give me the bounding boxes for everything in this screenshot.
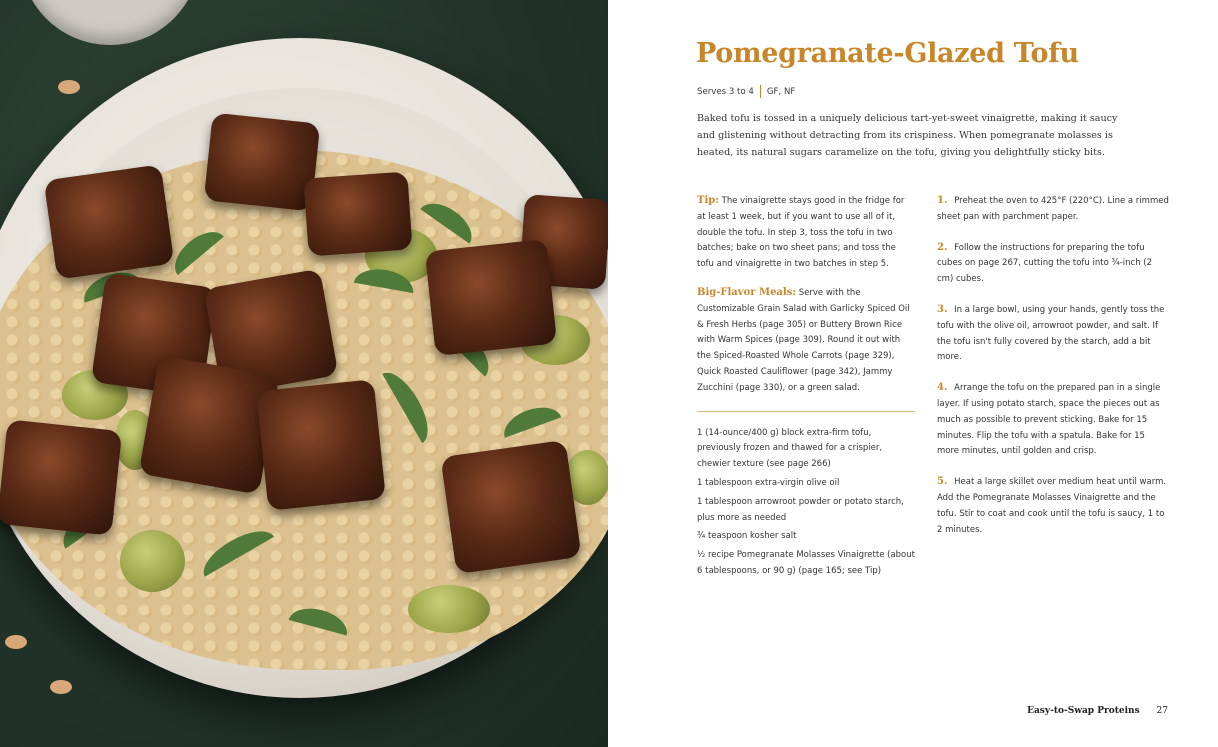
ingredient-item: 1 tablespoon extra-virgin olive oil xyxy=(697,477,840,488)
ingredient-item: ¾ teaspoon kosher salt xyxy=(697,531,797,542)
step-item xyxy=(937,240,1169,288)
ingredient-item: 1 tablespoon arrowroot powder or potato starch, plus more as needed xyxy=(697,496,904,523)
tofu-cube xyxy=(440,440,581,574)
divider xyxy=(697,411,915,412)
step-item xyxy=(937,302,1169,366)
tofu-cube xyxy=(425,239,557,356)
step-number: 4. xyxy=(937,382,948,394)
step-number: 1. xyxy=(937,195,948,206)
step-item xyxy=(937,380,1169,460)
step-text: Arrange the tofu on the prepared pan in a single layer. If using potato starch, space the pieces out as much as possible to prevent sticking. Bake for 15 minutes. Flip the tofu with a spatula. Bake for 15 more minutes, until golden and crisp. xyxy=(937,383,1161,457)
step-number: 5. xyxy=(937,476,948,488)
recipe-page xyxy=(608,0,1218,747)
recipe-photo xyxy=(0,0,608,747)
step-item xyxy=(937,193,1169,226)
olive xyxy=(120,530,185,592)
tofu-cube xyxy=(139,355,280,494)
serves-text: Serves 3 to 4 xyxy=(697,86,754,97)
tofu-cube xyxy=(204,113,321,212)
tofu-cube xyxy=(256,379,386,511)
page-number: 27 xyxy=(1156,706,1168,716)
recipe-title: Pomegranate-Glazed Tofu xyxy=(696,38,1079,69)
ingredient-item: 1 (14-ounce/400 g) block extra-firm tofu, previously frozen and thawed for a crispier, chewier texture (see page 266) xyxy=(697,427,883,470)
big-flavor-text: Serve with the Customizable Grain Salad with Garlicky Spiced Oil & Fresh Herbs (page 305) or Buttery Brown Rice with Warm Spices (page 309). Round it out with the Spiced-Roasted Whole Carrots (page 329), Quick Roasted Cauliflower (page 342), Jammy Zucchini (page 330), or a green salad. xyxy=(697,287,910,393)
tofu-cube xyxy=(0,419,122,535)
step-item xyxy=(937,474,1169,538)
step-text: In a large bowl, using your hands, gently toss the tofu with the olive oil, arrowroot powder, and salt. If the tofu isn't fully covered by the starch, add a bit more. xyxy=(937,304,1165,363)
ingredient-item: ½ recipe Pomegranate Molasses Vinaigrette (about 6 tablespoons, or 90 g) (page 165; see Tip) xyxy=(697,550,915,576)
olive xyxy=(408,585,490,633)
sidebar-column xyxy=(697,193,915,583)
step-text: Follow the instructions for preparing the tofu cubes on page 267, cutting the tofu into ¾-inch (2 cm) cubes. xyxy=(937,242,1153,285)
step-text: Heat a large skillet over medium heat until warm. Add the Pomegranate Molasses Vinaigrette and the tofu. Stir to coat and cook until the tofu is saucy, 1 to 2 minutes. xyxy=(937,477,1167,535)
step-text: Preheat the oven to 425°F (220°C). Line a rimmed sheet pan with parchment paper. xyxy=(937,196,1169,222)
cup xyxy=(20,0,200,45)
tip-label: Tip: xyxy=(697,195,719,206)
pine-nut xyxy=(5,635,27,649)
serves-separator xyxy=(760,85,761,98)
section-name: Easy-to-Swap Proteins xyxy=(1027,706,1140,716)
tip-text: The vinaigrette stays good in the fridge for at least 1 week, but if you want to use all of it, double the tofu. In step 3, toss the tofu in two batches; bake on two sheet pans; and toss the tofu and vinaigrette in two batches in step 5. xyxy=(697,196,905,270)
page-footer xyxy=(1027,706,1168,716)
tofu-cube xyxy=(303,171,412,256)
ingredient-list xyxy=(697,426,915,580)
tip-paragraph xyxy=(697,193,915,273)
step-number: 3. xyxy=(937,303,948,315)
step-number: 2. xyxy=(937,241,948,253)
recipe-intro: Baked tofu is tossed in a uniquely delicious tart-yet-sweet vinaigrette, making it saucy and glistening without detracting from its crispiness. When pomegranate molasses is heated, its natural sugars caramelize on the tofu, giving you delightfully sticky bits. xyxy=(697,113,1118,158)
steps-column xyxy=(937,193,1169,552)
serves-line xyxy=(697,85,795,98)
big-flavor-label: Big-Flavor Meals: xyxy=(697,286,797,298)
diet-tags: GF, NF xyxy=(766,86,796,97)
pine-nut xyxy=(58,80,80,94)
pine-nut xyxy=(50,680,72,694)
tofu-cube xyxy=(44,164,175,279)
big-flavor-paragraph xyxy=(697,285,915,397)
